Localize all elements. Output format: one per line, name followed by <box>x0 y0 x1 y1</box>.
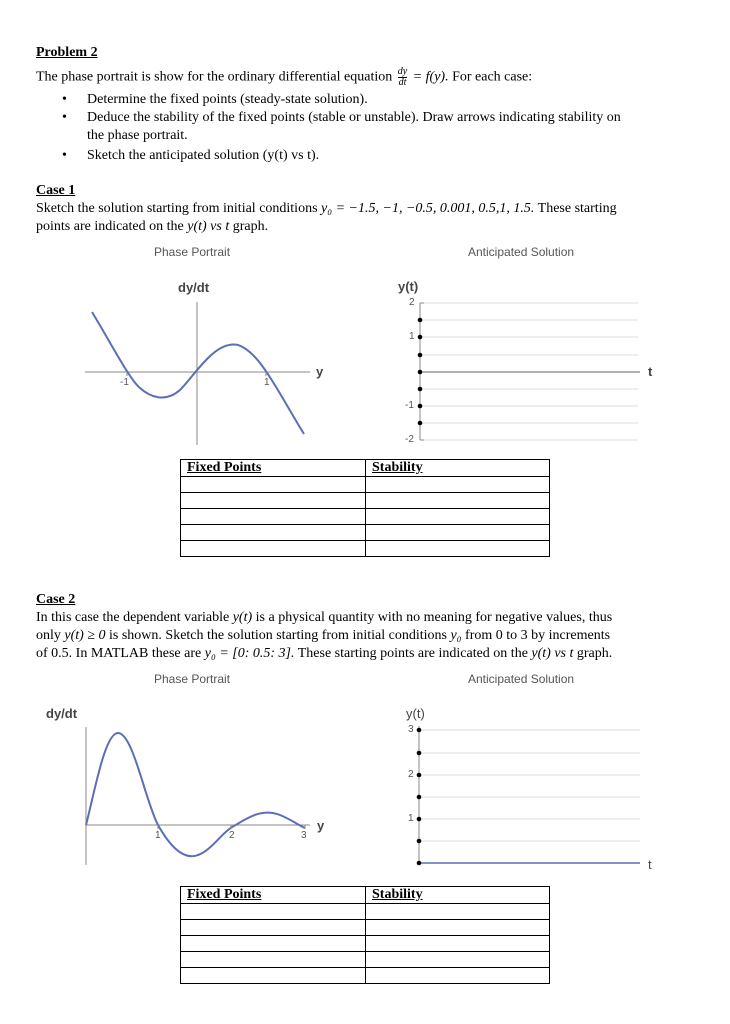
case2-line3-b: These starting points are indicated on the <box>297 646 528 661</box>
case1-phase-tick-1: 1 <box>264 377 270 388</box>
case1-sol-tick-neg2: -2 <box>405 434 414 445</box>
frac-den: dt <box>398 77 407 88</box>
bullet-2-cont: the phase portrait. <box>87 128 188 143</box>
case2-line1-b: is a physical quantity with no meaning for negative values, thus <box>255 610 613 625</box>
case1-header-stability: Stability <box>366 460 550 477</box>
case2-fixed-points-table <box>180 886 550 984</box>
case2-line2-eq: y(t) ≥ 0 <box>64 628 106 643</box>
case1-title: Case 1 <box>36 183 76 198</box>
case1-header-fixed-points: Fixed Points <box>181 460 366 477</box>
bullet-dot: • <box>62 110 67 125</box>
case2-line3-eq2: y(t) vs t <box>531 646 574 661</box>
case1-line1-eq: y₀ = −1.5, −1, −0.5, 0.001, 0.5,1, 1.5. <box>321 201 535 216</box>
case2-solution-label: Anticipated Solution <box>468 672 575 686</box>
case1-line1-a: Sketch the solution starting from initial conditions <box>36 201 318 216</box>
case2-line3-eq: y₀ = [0: 0.5: 3]. <box>204 646 295 661</box>
bullet-3: Sketch the anticipated solution (y(t) vs t). <box>87 148 320 163</box>
case2-header-stability: Stability <box>366 887 550 904</box>
case2-sol-tick-2: 2 <box>408 769 414 780</box>
case1-line1-b: These starting <box>537 201 617 216</box>
case2-title: Case 2 <box>36 592 76 607</box>
case2-sol-tick-1: 1 <box>408 813 414 824</box>
case1-line2-eq: y(t) vs t <box>187 219 230 234</box>
table-cell[interactable] <box>366 968 550 984</box>
case2-line1-eq: y(t) <box>232 610 253 625</box>
table-cell[interactable] <box>366 952 550 968</box>
intro-text: The phase portrait is show for the ordinary differential equation <box>36 69 393 85</box>
table-cell[interactable] <box>181 936 366 952</box>
case2-gridlines <box>419 730 640 841</box>
case1-sol-tick-1: 1 <box>409 331 415 342</box>
case2-sol-tick-3: 3 <box>408 724 414 735</box>
case1-phase-label: Phase Portrait <box>154 245 231 259</box>
case1-line2-a: points are indicated on the <box>36 219 184 234</box>
bullet-dot: • <box>62 92 67 107</box>
case1-phase-y-label: y <box>316 364 324 379</box>
case1-dydt-label: dy/dt <box>178 280 210 295</box>
case2-header-fixed-points: Fixed Points <box>181 887 366 904</box>
intro-after: For each case: <box>452 69 533 85</box>
table-cell[interactable] <box>181 952 366 968</box>
intro-eq: = f(y). <box>412 69 449 85</box>
case2-line3-c: graph. <box>576 646 613 661</box>
problem-title: Problem 2 <box>36 45 98 60</box>
initial-point <box>417 751 422 756</box>
initial-point <box>417 861 422 866</box>
case2-line2-b: is shown. Sketch the solution starting from initial conditions <box>109 628 447 643</box>
case1-solution-label: Anticipated Solution <box>468 245 575 259</box>
case2-line2-c: from 0 to 3 by increments <box>465 628 611 643</box>
case2-phase-label: Phase Portrait <box>154 672 231 686</box>
bullet-dot: • <box>62 148 67 163</box>
table-cell[interactable] <box>366 936 550 952</box>
case2-line1-a: In this case the dependent variable <box>36 610 230 625</box>
case2-line2-eq2: y₀ <box>450 628 462 643</box>
case2-phase-y-label: y <box>317 818 325 833</box>
table-cell[interactable] <box>181 968 366 984</box>
case2-dydt-label: dy/dt <box>46 706 78 721</box>
case1-t-label: t <box>648 364 653 379</box>
table-cell[interactable] <box>181 920 366 936</box>
table-cell[interactable] <box>366 904 550 920</box>
case1-phase-tick-neg1: -1 <box>120 377 129 388</box>
initial-point <box>417 795 422 800</box>
case2-phase-tick-3: 3 <box>301 830 307 841</box>
case2-phase-tick-1: 1 <box>155 830 161 841</box>
bullet-1: Determine the fixed points (steady-state solution). <box>87 92 368 107</box>
frac-num: dy <box>397 66 408 77</box>
case1-line2-b: graph. <box>232 219 269 234</box>
initial-point <box>417 773 422 778</box>
case2-t-label: t <box>648 857 652 872</box>
case1-yt-label: y(t) <box>398 279 419 294</box>
case2-phase-tick-2: 2 <box>229 830 235 841</box>
table-cell[interactable] <box>181 904 366 920</box>
case1-sol-tick-2: 2 <box>409 297 415 308</box>
case1-sol-tick-neg1: -1 <box>405 400 414 411</box>
case2-line3-a: of 0.5. In MATLAB these are <box>36 646 202 661</box>
bullet-2: Deduce the stability of the fixed points (stable or unstable). Draw arrows indicating stability on <box>87 110 621 125</box>
initial-point <box>417 817 422 822</box>
table-cell[interactable] <box>366 920 550 936</box>
case2-yt-label: y(t) <box>406 706 425 721</box>
case2-line2-a: only <box>36 628 61 643</box>
initial-point <box>417 728 422 733</box>
initial-point <box>417 839 422 844</box>
